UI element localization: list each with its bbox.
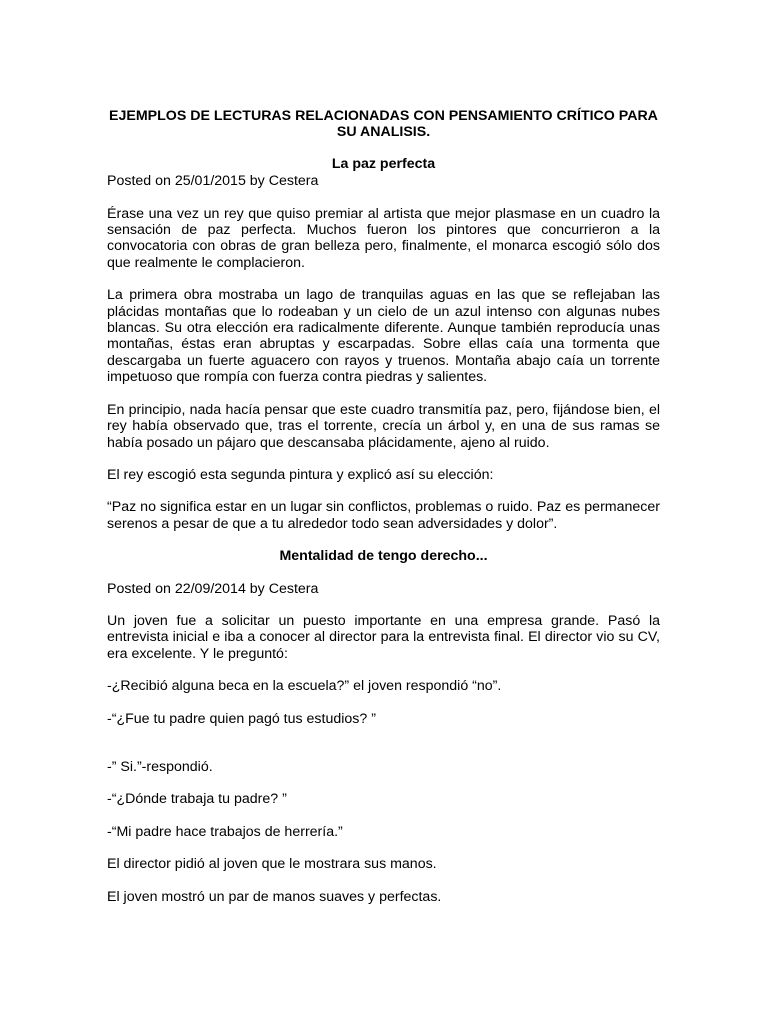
dialogue-line: -“¿Fue tu padre quien pagó tus estudios? ” (107, 710, 376, 727)
document-page (107, 108, 660, 905)
story-title-mentalidad: Mentalidad de tengo derecho... (279, 548, 488, 565)
story-paragraph: En principio, nada hacía pensar que este cuadro transmitía paz, pero, fijándose bien, el rey había observado que, tras el torrente, crecía un árbol y, en una de sus ramas se había posado un pájaro que descansaba plácidamente, ajeno al ruido. (107, 401, 660, 451)
story-title-la-paz-perfecta: La paz perfecta (331, 155, 436, 172)
story-posted-meta: Posted on 22/09/2014 by Cestera (107, 580, 319, 597)
dialogue-line: -“¿Dónde trabaja tu padre? ” (107, 791, 287, 808)
story-line: El joven mostró un par de manos suaves y perfectas. (107, 888, 442, 905)
story-quote: “Paz no significa estar en un lugar sin conflictos, problemas o ruido. Paz es permanecer serenos a pesar de que a tu alrededor todo sean adversidades y dolor”. (107, 499, 660, 532)
story-paragraph: Un joven fue a solicitar un puesto importante en una empresa grande. Pasó la entrevista inicial e iba a conocer al director para la entrevista final. El director vio su CV, era excelente. Y le preguntó: (107, 612, 660, 662)
story-paragraph: La primera obra mostraba un lago de tranquilas aguas en las que se reflejaban las plácidas montañas que lo rodeaban y un cielo de un azul intenso con algunas nubes blancas. Su otra elección era radicalmente diferente. Aunque también reproducía unas montañas, éstas eran abruptas y escarpadas. Sobre ellas caía una tormenta que descargaba un fuerte aguacero con rayos y truenos. Montaña abajo caía un torrente impetuoso que rompía con fuerza contra piedras y salientes. (107, 287, 660, 386)
dialogue-line: -“Mi padre hace trabajos de herrería.” (107, 823, 343, 840)
dialogue-line: -” Si.”-respondió. (107, 758, 213, 775)
story-line: El director pidió al joven que le mostrara sus manos. (107, 856, 437, 873)
dialogue-line: -¿Recibió alguna beca en la escuela?” el joven respondió “no”. (107, 678, 502, 695)
document-title: EJEMPLOS DE LECTURAS RELACIONADAS CON PENSAMIENTO CRÍTICO PARA SU ANALISIS. (109, 108, 658, 141)
story-posted-meta: Posted on 25/01/2015 by Cestera (107, 173, 319, 190)
story-paragraph: El rey escogió esta segunda pintura y explicó así su elección: (107, 466, 494, 483)
story-paragraph: Érase una vez un rey que quiso premiar al artista que mejor plasmase en un cuadro la sensación de paz perfecta. Muchos fueron los pintores que concurrieron a la convocatoria con obras de gran belleza pero, finalmente, el monarca escogió sólo dos que realmente le complacieron. (107, 205, 660, 271)
